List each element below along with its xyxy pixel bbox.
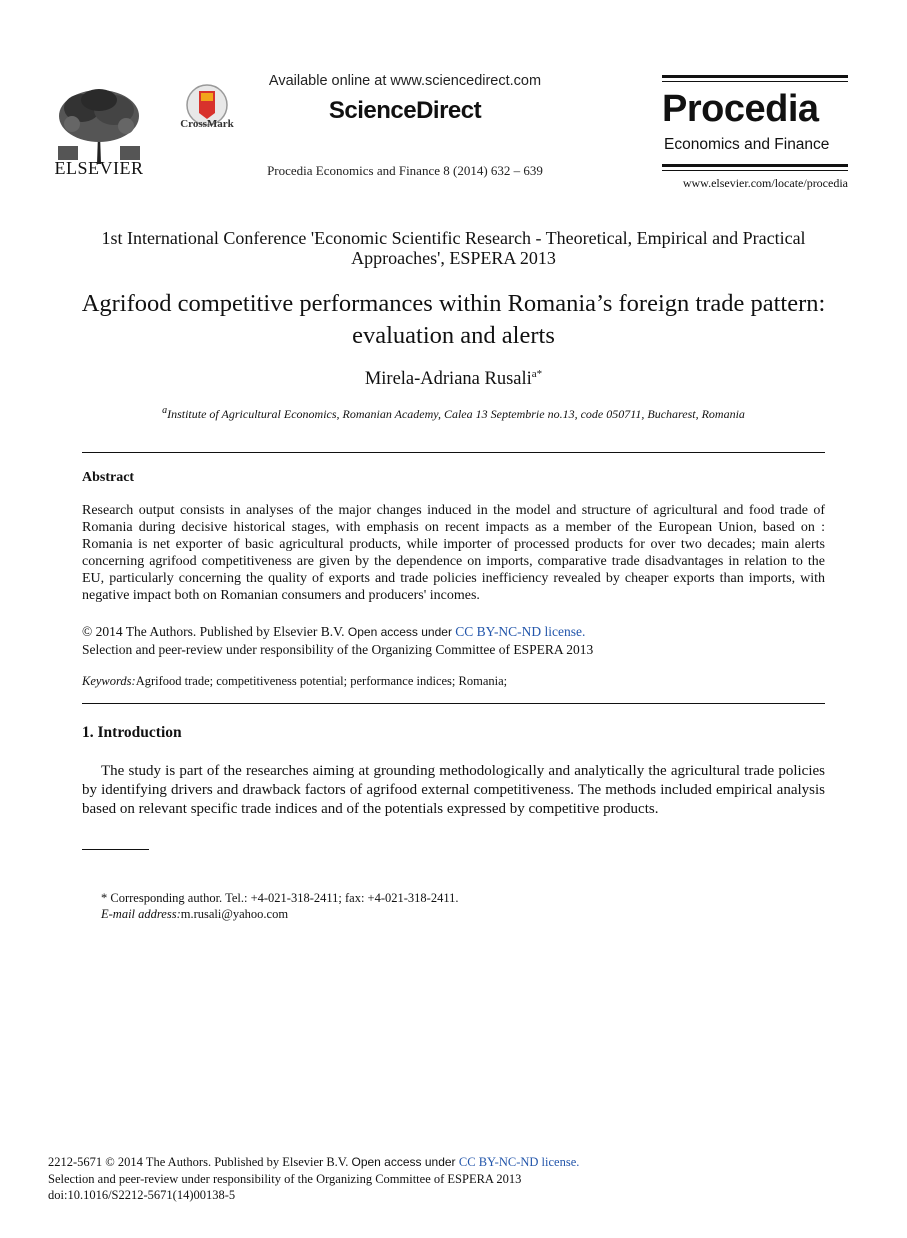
top-rule-thin <box>662 81 848 82</box>
copyright-block <box>82 623 825 658</box>
author-line <box>0 368 907 390</box>
crossmark-label[interactable]: CrossMark <box>180 118 234 130</box>
license-link[interactable]: CC BY-NC-ND license. <box>455 624 586 639</box>
conference-name: 1st International Conference 'Economic Scientific Research - Theoretical, Empirical and Practical Approaches', ESPERA 2013 <box>101 228 806 268</box>
journal-brand-subtitle: Economics and Finance <box>664 136 830 153</box>
footer-license-link[interactable]: CC BY-NC-ND license. <box>458 1155 580 1169</box>
keywords-label: Keywords: <box>82 674 136 688</box>
copyright-line-2: Selection and peer-review under responsibility of the Organizing Committee of ESPERA 2013 <box>82 642 594 657</box>
footer-line-1 <box>48 1154 868 1171</box>
footer-line-2: Selection and peer-review under responsibility of the Organizing Committee of ESPERA 2013 <box>48 1171 522 1186</box>
journal-url-link[interactable]: www.elsevier.com/locate/procedia <box>682 176 848 190</box>
bottom-rule <box>662 164 848 167</box>
email-footnote <box>101 907 288 922</box>
introduction-body: The study is part of the researches aiming at grounding methodologically and analytically the agricultural trade policies by identifying drivers and drawback factors of agrifood external competitiveness. The methods included empirical analysis based on relevant specific trade indices and of the potentials expressed by competitive products. <box>82 763 825 817</box>
journal-brand-title: Procedia <box>662 88 819 130</box>
email-label: E-mail address: <box>101 907 181 921</box>
bottom-rule-thin <box>662 170 848 171</box>
affiliation <box>60 405 847 422</box>
abstract-body: Research output consists in analyses of the major changes induced in the model and structure of agricultural and food trade of Romania during decisive historical stages, with emphasis on recent impacts as a member of the European Union, based on : Romania is net exporter of basic agricultural products, while importer of processed products for over two decades; main alerts concerning agrifood competitiveness are given by the dependence on imports, comparative trade disadvantages in relation to the EU, particularly concerning the quality of exports and trade policies inefficiency revealed by cheaper exports than imports, with negative impact both on Romanian consumers and producers' incomes. <box>82 503 825 603</box>
email-address[interactable]: m.rusali@yahoo.com <box>180 907 289 921</box>
divider-top <box>82 452 825 453</box>
page-footer <box>48 1154 868 1204</box>
footer-open-access: Open access under <box>351 1155 459 1169</box>
sciencedirect-logo-text: ScienceDirect <box>328 97 482 124</box>
footer-issn-copyright: 2212-5671 © 2014 The Authors. Published by Elsevier B.V. <box>48 1155 352 1169</box>
affiliation-mark: a <box>162 405 168 416</box>
open-access-text: Open access under <box>347 625 456 639</box>
top-rule <box>662 75 848 78</box>
journal-reference: Procedia Economics and Finance 8 (2014) 632 – 639 <box>267 163 543 178</box>
paper-title: Agrifood competitive performances within Romania’s foreign trade pattern: evaluation and alerts <box>81 290 826 349</box>
footnote-rule <box>82 849 149 850</box>
copyright-text: © 2014 The Authors. Published by Elsevier B.V. <box>82 624 348 639</box>
divider-bottom <box>82 703 825 704</box>
copyright-line-1 <box>82 623 825 641</box>
corresponding-author-footnote: * Corresponding author. Tel.: +4-021-318-2411; fax: +4-021-318-2411. <box>101 891 459 905</box>
keywords <box>82 674 825 689</box>
section-heading-introduction: 1. Introduction <box>82 724 182 741</box>
keywords-text: Agrifood trade; competitiveness potential; performance indices; Romania; <box>135 674 508 688</box>
author-marks[interactable]: a* <box>531 368 543 380</box>
available-online-text[interactable]: Available online at www.sciencedirect.com <box>268 73 542 89</box>
author-name: Mirela-Adriana Rusali <box>364 369 532 390</box>
publisher-logo-text: ELSEVIER <box>54 158 144 178</box>
abstract-heading: Abstract <box>82 470 135 485</box>
footer-doi[interactable]: doi:10.1016/S2212-5671(14)00138-5 <box>48 1188 236 1202</box>
affiliation-text: Institute of Agricultural Economics, Romanian Academy, Calea 13 Septembrie no.13, code 050711, Bucharest, Romania <box>167 407 745 421</box>
